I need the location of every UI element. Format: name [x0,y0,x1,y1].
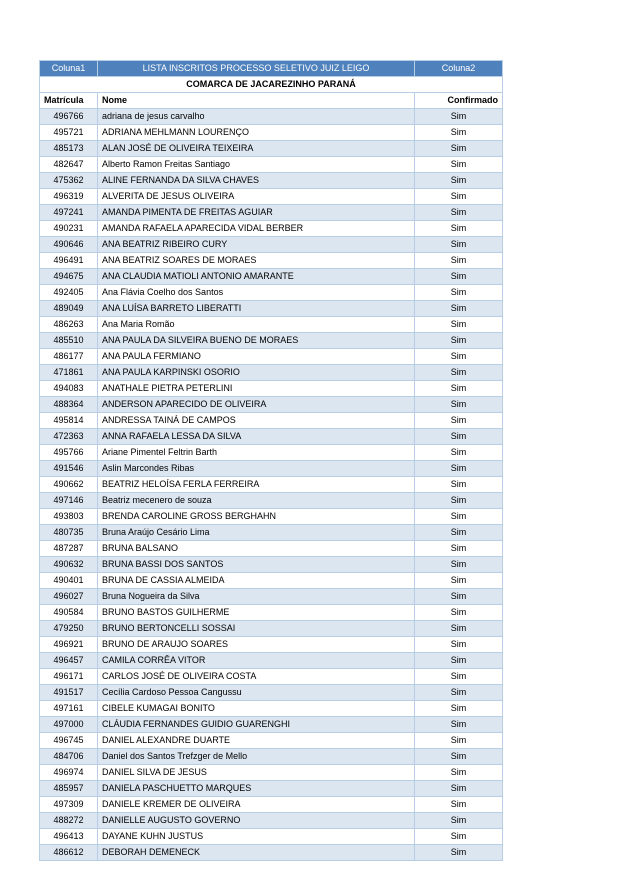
matricula-cell: 490231 [40,221,98,237]
table-row[interactable] [40,269,503,285]
nome-cell: Bruna Nogueira da Silva [98,589,415,605]
confirmado-cell: Sim [415,701,503,717]
nome-cell: ADRIANA MEHLMANN LOURENÇO [98,125,415,141]
nome-cell: Beatriz mecenero de souza [98,493,415,509]
table-row[interactable] [40,701,503,717]
matricula-cell: 490662 [40,477,98,493]
matricula-cell: 485510 [40,333,98,349]
confirmado-cell: Sim [415,717,503,733]
nome-cell: DANIELE KREMER DE OLIVEIRA [98,797,415,813]
matricula-cell: 490646 [40,237,98,253]
matricula-cell: 485957 [40,781,98,797]
nome-cell: Cecília Cardoso Pessoa Cangussu [98,685,415,701]
matricula-cell: 494083 [40,381,98,397]
matricula-cell: 471861 [40,365,98,381]
nome-cell: CLÁUDIA FERNANDES GUIDIO GUARENGHI [98,717,415,733]
matricula-cell: 496745 [40,733,98,749]
column2-header[interactable]: Coluna2 [415,61,503,77]
nome-header: Nome [98,93,415,109]
nome-cell: BRENDA CAROLINE GROSS BERGHAHN [98,509,415,525]
nome-cell: DANIELLE AUGUSTO GOVERNO [98,813,415,829]
table-row[interactable] [40,589,503,605]
matricula-cell: 496457 [40,653,98,669]
nome-cell: DANIELA PASCHUETTO MARQUES [98,781,415,797]
nome-cell: ANA CLAUDIA MATIOLI ANTONIO AMARANTE [98,269,415,285]
matricula-cell: 490401 [40,573,98,589]
matricula-cell: 489049 [40,301,98,317]
nome-cell: ANA PAULA FERMIANO [98,349,415,365]
matricula-cell: 497241 [40,205,98,221]
table-row[interactable] [40,429,503,445]
matricula-cell: 496974 [40,765,98,781]
confirmado-cell: Sim [415,349,503,365]
confirmado-cell: Sim [415,525,503,541]
confirmado-cell: Sim [415,221,503,237]
matricula-cell: 496027 [40,589,98,605]
table-row[interactable] [40,189,503,205]
table-row[interactable] [40,813,503,829]
confirmado-cell: Sim [415,829,503,845]
confirmado-cell: Sim [415,253,503,269]
matricula-cell: 497146 [40,493,98,509]
subtitle-row [40,77,503,93]
nome-cell: ALVERITA DE JESUS OLIVEIRA [98,189,415,205]
matricula-cell: 486177 [40,349,98,365]
confirmado-cell: Sim [415,589,503,605]
table-row[interactable] [40,541,503,557]
confirmado-cell: Sim [415,669,503,685]
matricula-cell: 496171 [40,669,98,685]
table-row[interactable] [40,461,503,477]
table-row[interactable] [40,733,503,749]
table-row[interactable] [40,221,503,237]
table-row[interactable] [40,653,503,669]
table-row[interactable] [40,125,503,141]
table-row[interactable] [40,413,503,429]
confirmado-cell: Sim [415,845,503,861]
confirmado-cell: Sim [415,157,503,173]
table-row[interactable] [40,237,503,253]
nome-cell: AMANDA RAFAELA APARECIDA VIDAL BERBER [98,221,415,237]
table-row[interactable] [40,685,503,701]
nome-cell: BRUNO DE ARAUJO SOARES [98,637,415,653]
nome-cell: BRUNA BALSANO [98,541,415,557]
matricula-cell: 491546 [40,461,98,477]
confirmado-cell: Sim [415,365,503,381]
nome-cell: ANATHALE PIETRA PETERLINI [98,381,415,397]
confirmado-cell: Sim [415,109,503,125]
table-row[interactable] [40,253,503,269]
table-row[interactable] [40,157,503,173]
matricula-cell: 491517 [40,685,98,701]
confirmado-cell: Sim [415,765,503,781]
confirmado-cell: Sim [415,733,503,749]
confirmado-cell: Sim [415,477,503,493]
matricula-cell: 495721 [40,125,98,141]
table-banner-row [40,61,503,77]
table-row[interactable] [40,573,503,589]
confirmado-cell: Sim [415,333,503,349]
table-row[interactable] [40,397,503,413]
nome-cell: DEBORAH DEMENECK [98,845,415,861]
table-row[interactable] [40,141,503,157]
table-row[interactable] [40,525,503,541]
nome-cell: Ariane Pimentel Feltrin Barth [98,445,415,461]
matricula-cell: 496413 [40,829,98,845]
nome-cell: BRUNO BASTOS GUILHERME [98,605,415,621]
confirmado-cell: Sim [415,381,503,397]
confirmado-cell: Sim [415,269,503,285]
matricula-header: Matrícula [40,93,98,109]
matricula-cell: 496319 [40,189,98,205]
confirmado-cell: Sim [415,813,503,829]
confirmado-cell: Sim [415,429,503,445]
table-body [40,109,503,861]
confirmado-cell: Sim [415,781,503,797]
matricula-cell: 495814 [40,413,98,429]
table-row[interactable] [40,317,503,333]
table-row[interactable] [40,381,503,397]
matricula-cell: 484706 [40,749,98,765]
table-row[interactable] [40,621,503,637]
list-title: LISTA INSCRITOS PROCESSO SELETIVO JUIZ LEIGO [98,61,415,77]
nome-cell: Ana Flávia Coelho dos Santos [98,285,415,301]
confirmado-cell: Sim [415,141,503,157]
nome-cell: AMANDA PIMENTA DE FREITAS AGUIAR [98,205,415,221]
matricula-cell: 497161 [40,701,98,717]
confirmado-cell: Sim [415,797,503,813]
matricula-cell: 486612 [40,845,98,861]
table-row[interactable] [40,829,503,845]
confirmado-cell: Sim [415,637,503,653]
confirmado-cell: Sim [415,509,503,525]
confirmado-cell: Sim [415,461,503,477]
nome-cell: ALINE FERNANDA DA SILVA CHAVES [98,173,415,189]
matricula-cell: 472363 [40,429,98,445]
column1-header[interactable]: Coluna1 [40,61,98,77]
matricula-cell: 495766 [40,445,98,461]
table-row[interactable] [40,445,503,461]
table-row[interactable] [40,109,503,125]
confirmado-cell: Sim [415,557,503,573]
nome-cell: ANA PAULA DA SILVEIRA BUENO DE MORAES [98,333,415,349]
confirmado-cell: Sim [415,413,503,429]
confirmado-cell: Sim [415,397,503,413]
table-row[interactable] [40,845,503,861]
nome-cell: ANA LUÍSA BARRETO LIBERATTI [98,301,415,317]
table-row[interactable] [40,301,503,317]
nome-cell: Ana Maria Romão [98,317,415,333]
table-row[interactable] [40,605,503,621]
confirmado-cell: Sim [415,573,503,589]
comarca-subtitle: COMARCA DE JACAREZINHO PARANÁ [40,77,503,93]
confirmado-cell: Sim [415,205,503,221]
confirmado-cell: Sim [415,493,503,509]
table-row[interactable] [40,205,503,221]
table-row[interactable] [40,765,503,781]
nome-cell: BRUNA BASSI DOS SANTOS [98,557,415,573]
table-row[interactable] [40,797,503,813]
nome-cell: BRUNA DE CASSIA ALMEIDA [98,573,415,589]
matricula-cell: 492405 [40,285,98,301]
confirmado-cell: Sim [415,749,503,765]
matricula-cell: 497000 [40,717,98,733]
nome-cell: ANDERSON APARECIDO DE OLIVEIRA [98,397,415,413]
table-row[interactable] [40,493,503,509]
matricula-cell: 494675 [40,269,98,285]
nome-cell: Alberto Ramon Freitas Santiago [98,157,415,173]
matricula-cell: 479250 [40,621,98,637]
table-row[interactable] [40,669,503,685]
nome-cell: CIBELE KUMAGAI BONITO [98,701,415,717]
table-row[interactable] [40,173,503,189]
confirmado-cell: Sim [415,621,503,637]
table-row[interactable] [40,477,503,493]
table-row[interactable] [40,557,503,573]
matricula-cell: 488364 [40,397,98,413]
matricula-cell: 482647 [40,157,98,173]
confirmado-cell: Sim [415,173,503,189]
table-row[interactable] [40,285,503,301]
nome-cell: DANIEL SILVA DE JESUS [98,765,415,781]
confirmado-cell: Sim [415,237,503,253]
nome-cell: ANDRESSA TAINÁ DE CAMPOS [98,413,415,429]
matricula-cell: 485173 [40,141,98,157]
matricula-cell: 490632 [40,557,98,573]
matricula-cell: 487287 [40,541,98,557]
table-row[interactable] [40,637,503,653]
nome-cell: adriana de jesus carvalho [98,109,415,125]
confirmado-cell: Sim [415,189,503,205]
matricula-cell: 493803 [40,509,98,525]
matricula-cell: 496491 [40,253,98,269]
table-row[interactable] [40,365,503,381]
confirmado-cell: Sim [415,285,503,301]
table-row[interactable] [40,749,503,765]
nome-cell: DAYANE KUHN JUSTUS [98,829,415,845]
confirmado-header: Confirmado [415,93,503,109]
nome-cell: ALAN JOSÉ DE OLIVEIRA TEIXEIRA [98,141,415,157]
nome-cell: ANA BEATRIZ SOARES DE MORAES [98,253,415,269]
confirmado-cell: Sim [415,125,503,141]
matricula-cell: 496921 [40,637,98,653]
nome-cell: ANNA RAFAELA LESSA DA SILVA [98,429,415,445]
matricula-cell: 475362 [40,173,98,189]
confirmado-cell: Sim [415,605,503,621]
table-row[interactable] [40,349,503,365]
nome-cell: ANA BEATRIZ RIBEIRO CURY [98,237,415,253]
matricula-cell: 496766 [40,109,98,125]
nome-cell: DANIEL ALEXANDRE DUARTE [98,733,415,749]
table-row[interactable] [40,781,503,797]
table-row[interactable] [40,333,503,349]
nome-cell: Aslin Marcondes Ribas [98,461,415,477]
registrants-table [39,60,503,861]
table-row[interactable] [40,509,503,525]
confirmado-cell: Sim [415,685,503,701]
nome-cell: CARLOS JOSÉ DE OLIVEIRA COSTA [98,669,415,685]
column-header-row [40,93,503,109]
nome-cell: BRUNO BERTONCELLI SOSSAI [98,621,415,637]
nome-cell: BEATRIZ HELOÍSA FERLA FERREIRA [98,477,415,493]
matricula-cell: 480735 [40,525,98,541]
nome-cell: CAMILA CORRÊA VITOR [98,653,415,669]
nome-cell: ANA PAULA KARPINSKI OSORIO [98,365,415,381]
matricula-cell: 486263 [40,317,98,333]
confirmado-cell: Sim [415,317,503,333]
confirmado-cell: Sim [415,541,503,557]
matricula-cell: 497309 [40,797,98,813]
matricula-cell: 488272 [40,813,98,829]
nome-cell: Daniel dos Santos Trefzger de Mello [98,749,415,765]
confirmado-cell: Sim [415,445,503,461]
matricula-cell: 490584 [40,605,98,621]
confirmado-cell: Sim [415,653,503,669]
nome-cell: Bruna Araújo Cesário Lima [98,525,415,541]
confirmado-cell: Sim [415,301,503,317]
table-row[interactable] [40,717,503,733]
